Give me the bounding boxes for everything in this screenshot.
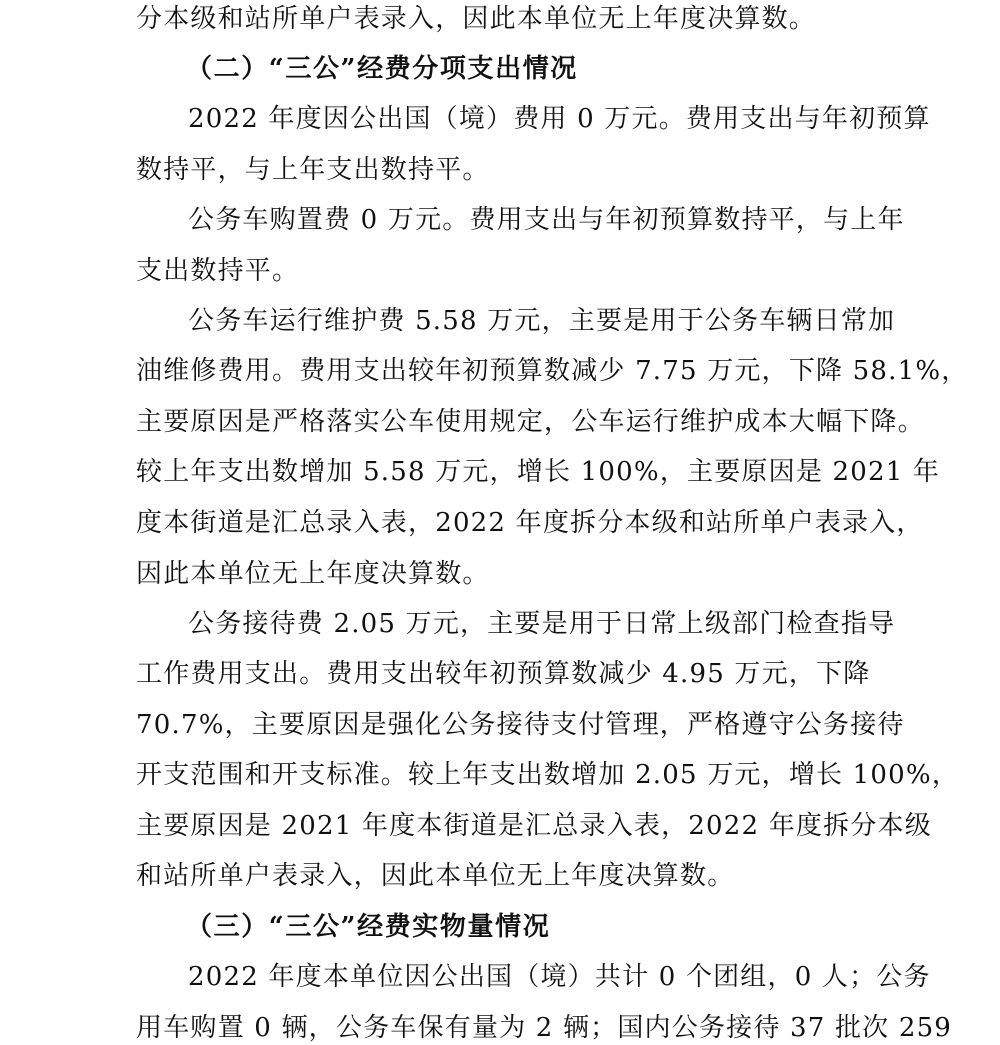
paragraph-line: 公务车运行维护费 5.58 万元，主要是用于公务车辆日常加 — [188, 306, 896, 336]
paragraph-line: 度本街道是汇总录入表，2022 年度拆分本级和站所单户表录入， — [136, 508, 924, 538]
paragraph-line: 支出数持平。 — [136, 256, 300, 286]
paragraph-line: 油维修费用。费用支出较年初预算数减少 7.75 万元，下降 58.1%， — [136, 356, 969, 386]
paragraph-line: 因此本单位无上年度决算数。 — [136, 559, 490, 589]
paragraph-line: 用车购置 0 辆，公务车保有量为 2 辆；国内公务接待 37 批次 259 — [136, 1013, 953, 1043]
section-heading-3: （三）“三公”经费实物量情况 — [186, 912, 551, 942]
section-heading-2: （二）“三公”经费分项支出情况 — [186, 54, 578, 84]
paragraph-line: 数持平，与上年支出数持平。 — [136, 155, 490, 185]
paragraph-line: 主要原因是严格落实公车使用规定，公车运行维护成本大幅下降。 — [136, 407, 925, 437]
paragraph-line: 较上年支出数增加 5.58 万元，增长 100%，主要原因是 2021 年 — [136, 457, 941, 487]
paragraph-line: 2022 年度本单位因公出国（境）共计 0 个团组，0 人；公务 — [188, 962, 931, 992]
paragraph-line: 工作费用支出。费用支出较年初预算数减少 4.95 万元，下降 — [136, 659, 871, 689]
paragraph-line: 公务接待费 2.05 万元，主要是用于日常上级部门检查指导 — [188, 609, 896, 639]
paragraph-line: 公务车购置费 0 万元。费用支出与年初预算数持平，与上年 — [188, 205, 905, 235]
paragraph-line: 主要原因是 2021 年度本街道是汇总录入表，2022 年度拆分本级 — [136, 811, 932, 841]
paragraph-line: 和站所单户表录入，因此本单位无上年度决算数。 — [136, 861, 735, 891]
paragraph-line: 分本级和站所单户表录入，因此本单位无上年度决算数。 — [136, 4, 817, 34]
paragraph-line: 开支范围和开支标准。较上年支出数增加 2.05 万元，增长 100%， — [136, 760, 960, 790]
paragraph-line: 70.7%，主要原因是强化公务接待支付管理，严格遵守公务接待 — [136, 710, 905, 740]
paragraph-line: 2022 年度因公出国（境）费用 0 万元。费用支出与年初预算 — [188, 104, 931, 134]
